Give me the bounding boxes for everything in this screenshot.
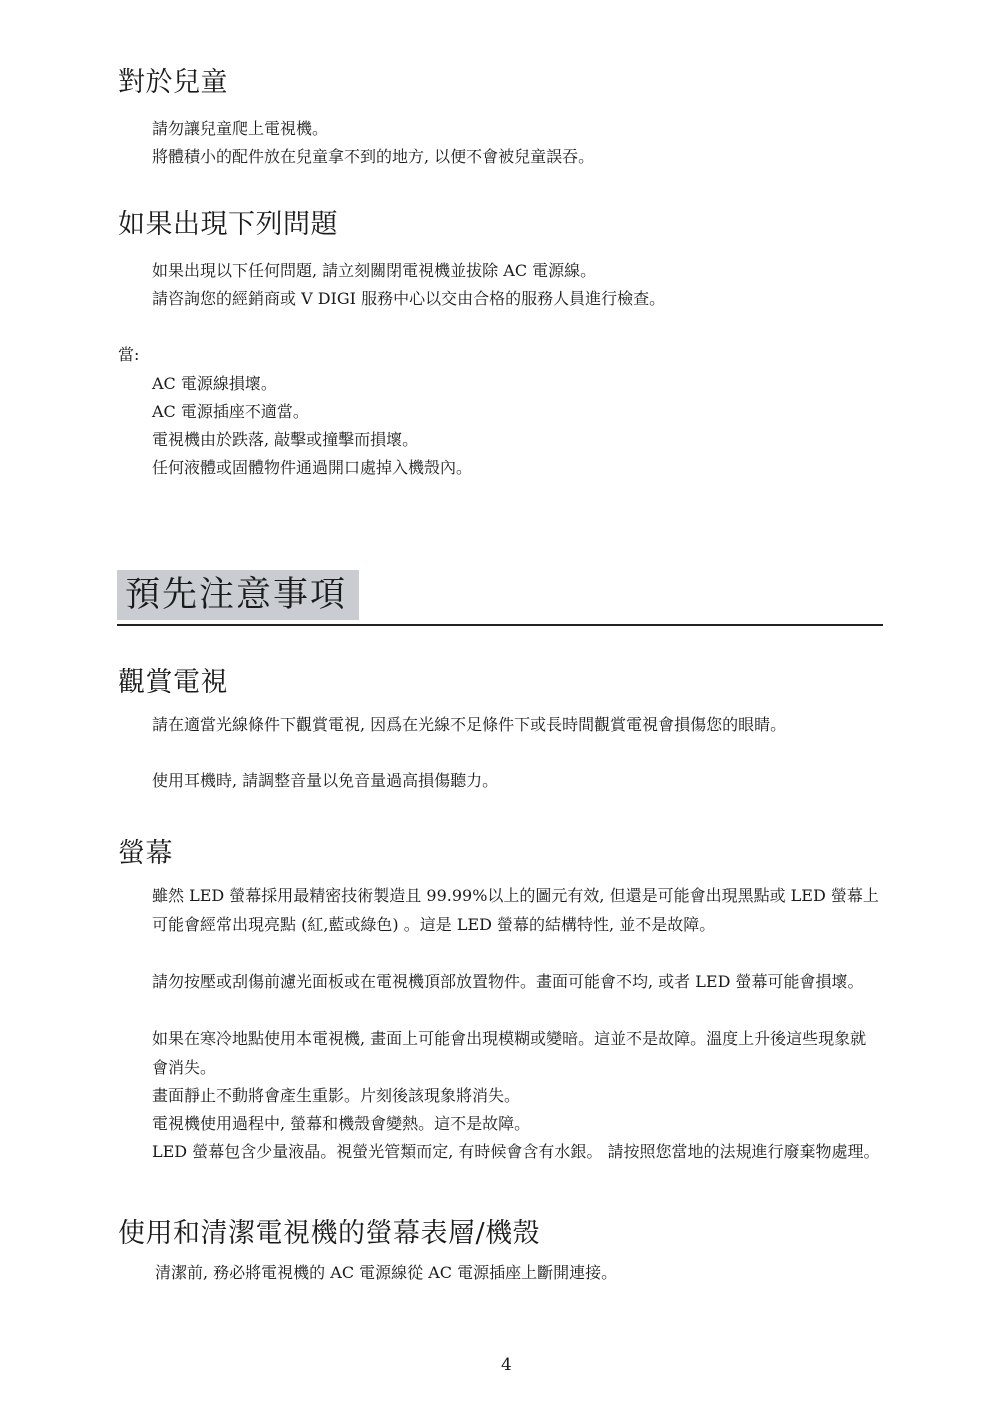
condition-item: 任何液體或固體物件通過開口處掉入機殼內。 bbox=[152, 458, 473, 477]
problems-line-1: 如果出現以下任何問題, 請立刻關閉電視機並拔除 AC 電源線。 bbox=[152, 261, 597, 280]
page-number: 4 bbox=[501, 1355, 512, 1375]
title-divider bbox=[117, 624, 883, 626]
screen-para-1: 雖然 LED 螢幕採用最精密技術製造且 99.99%以上的圖元有效, 但還是可能會出現黑點或 LED 螢幕上可能會經常出現亮點 (紅,藍或綠色) 。這是 LED 螢幕的結構特性, 並不是故障。 bbox=[152, 886, 879, 934]
viewing-heading: 觀賞電視 bbox=[118, 667, 228, 698]
cleaning-line-1: 清潔前, 務必將電視機的 AC 電源線從 AC 電源插座上斷開連接。 bbox=[155, 1263, 618, 1282]
condition-item: 電視機由於跌落, 敲擊或撞擊而損壞。 bbox=[152, 430, 419, 449]
children-line-2: 將體積小的配件放在兒童拿不到的地方, 以便不會被兒童誤吞。 bbox=[152, 147, 595, 166]
condition-item: AC 電源插座不適當。 bbox=[152, 402, 309, 421]
screen-para-2: 請勿按壓或刮傷前濾光面板或在電視機頂部放置物件。畫面可能會不均, 或者 LED 螢幕可能會損壞。 bbox=[152, 972, 864, 991]
problems-heading: 如果出現下列問題 bbox=[118, 209, 338, 240]
screen-heading: 螢幕 bbox=[118, 838, 173, 869]
condition-item: AC 電源線損壞。 bbox=[152, 374, 277, 393]
screen-para-3: 如果在寒冷地點使用本電視機, 畫面上可能會出現模糊或變暗。這並不是故障。溫度上升後這些現象就會消失。 bbox=[152, 1029, 867, 1077]
children-line-1: 請勿讓兒童爬上電視機。 bbox=[152, 119, 329, 138]
screen-para-6: LED 螢幕包含少量液晶。視螢光管類而定, 有時候會含有水銀。 請按照您當地的法規進行廢棄物處理。 bbox=[152, 1142, 880, 1161]
problems-line-2: 請咨詢您的經銷商或 V DIGI 服務中心以交由合格的服務人員進行檢查。 bbox=[152, 289, 666, 308]
cleaning-heading: 使用和清潔電視機的螢幕表層/機殼 bbox=[118, 1218, 541, 1249]
screen-para-5: 電視機使用過程中, 螢幕和機殼會變熱。這不是故障。 bbox=[152, 1114, 531, 1133]
precautions-title: 預先注意事項 bbox=[117, 570, 359, 620]
viewing-para-1: 請在適當光線條件下觀賞電視, 因爲在光線不足條件下或長時間觀賞電視會損傷您的眼睛。 bbox=[152, 715, 787, 734]
children-heading: 對於兒童 bbox=[118, 67, 228, 98]
when-label: 當: bbox=[118, 345, 140, 364]
viewing-para-2: 使用耳機時, 請調整音量以免音量過高損傷聽力。 bbox=[152, 771, 499, 790]
screen-para-4: 畫面靜止不動將會產生重影。片刻後該現象將消失。 bbox=[152, 1086, 521, 1105]
